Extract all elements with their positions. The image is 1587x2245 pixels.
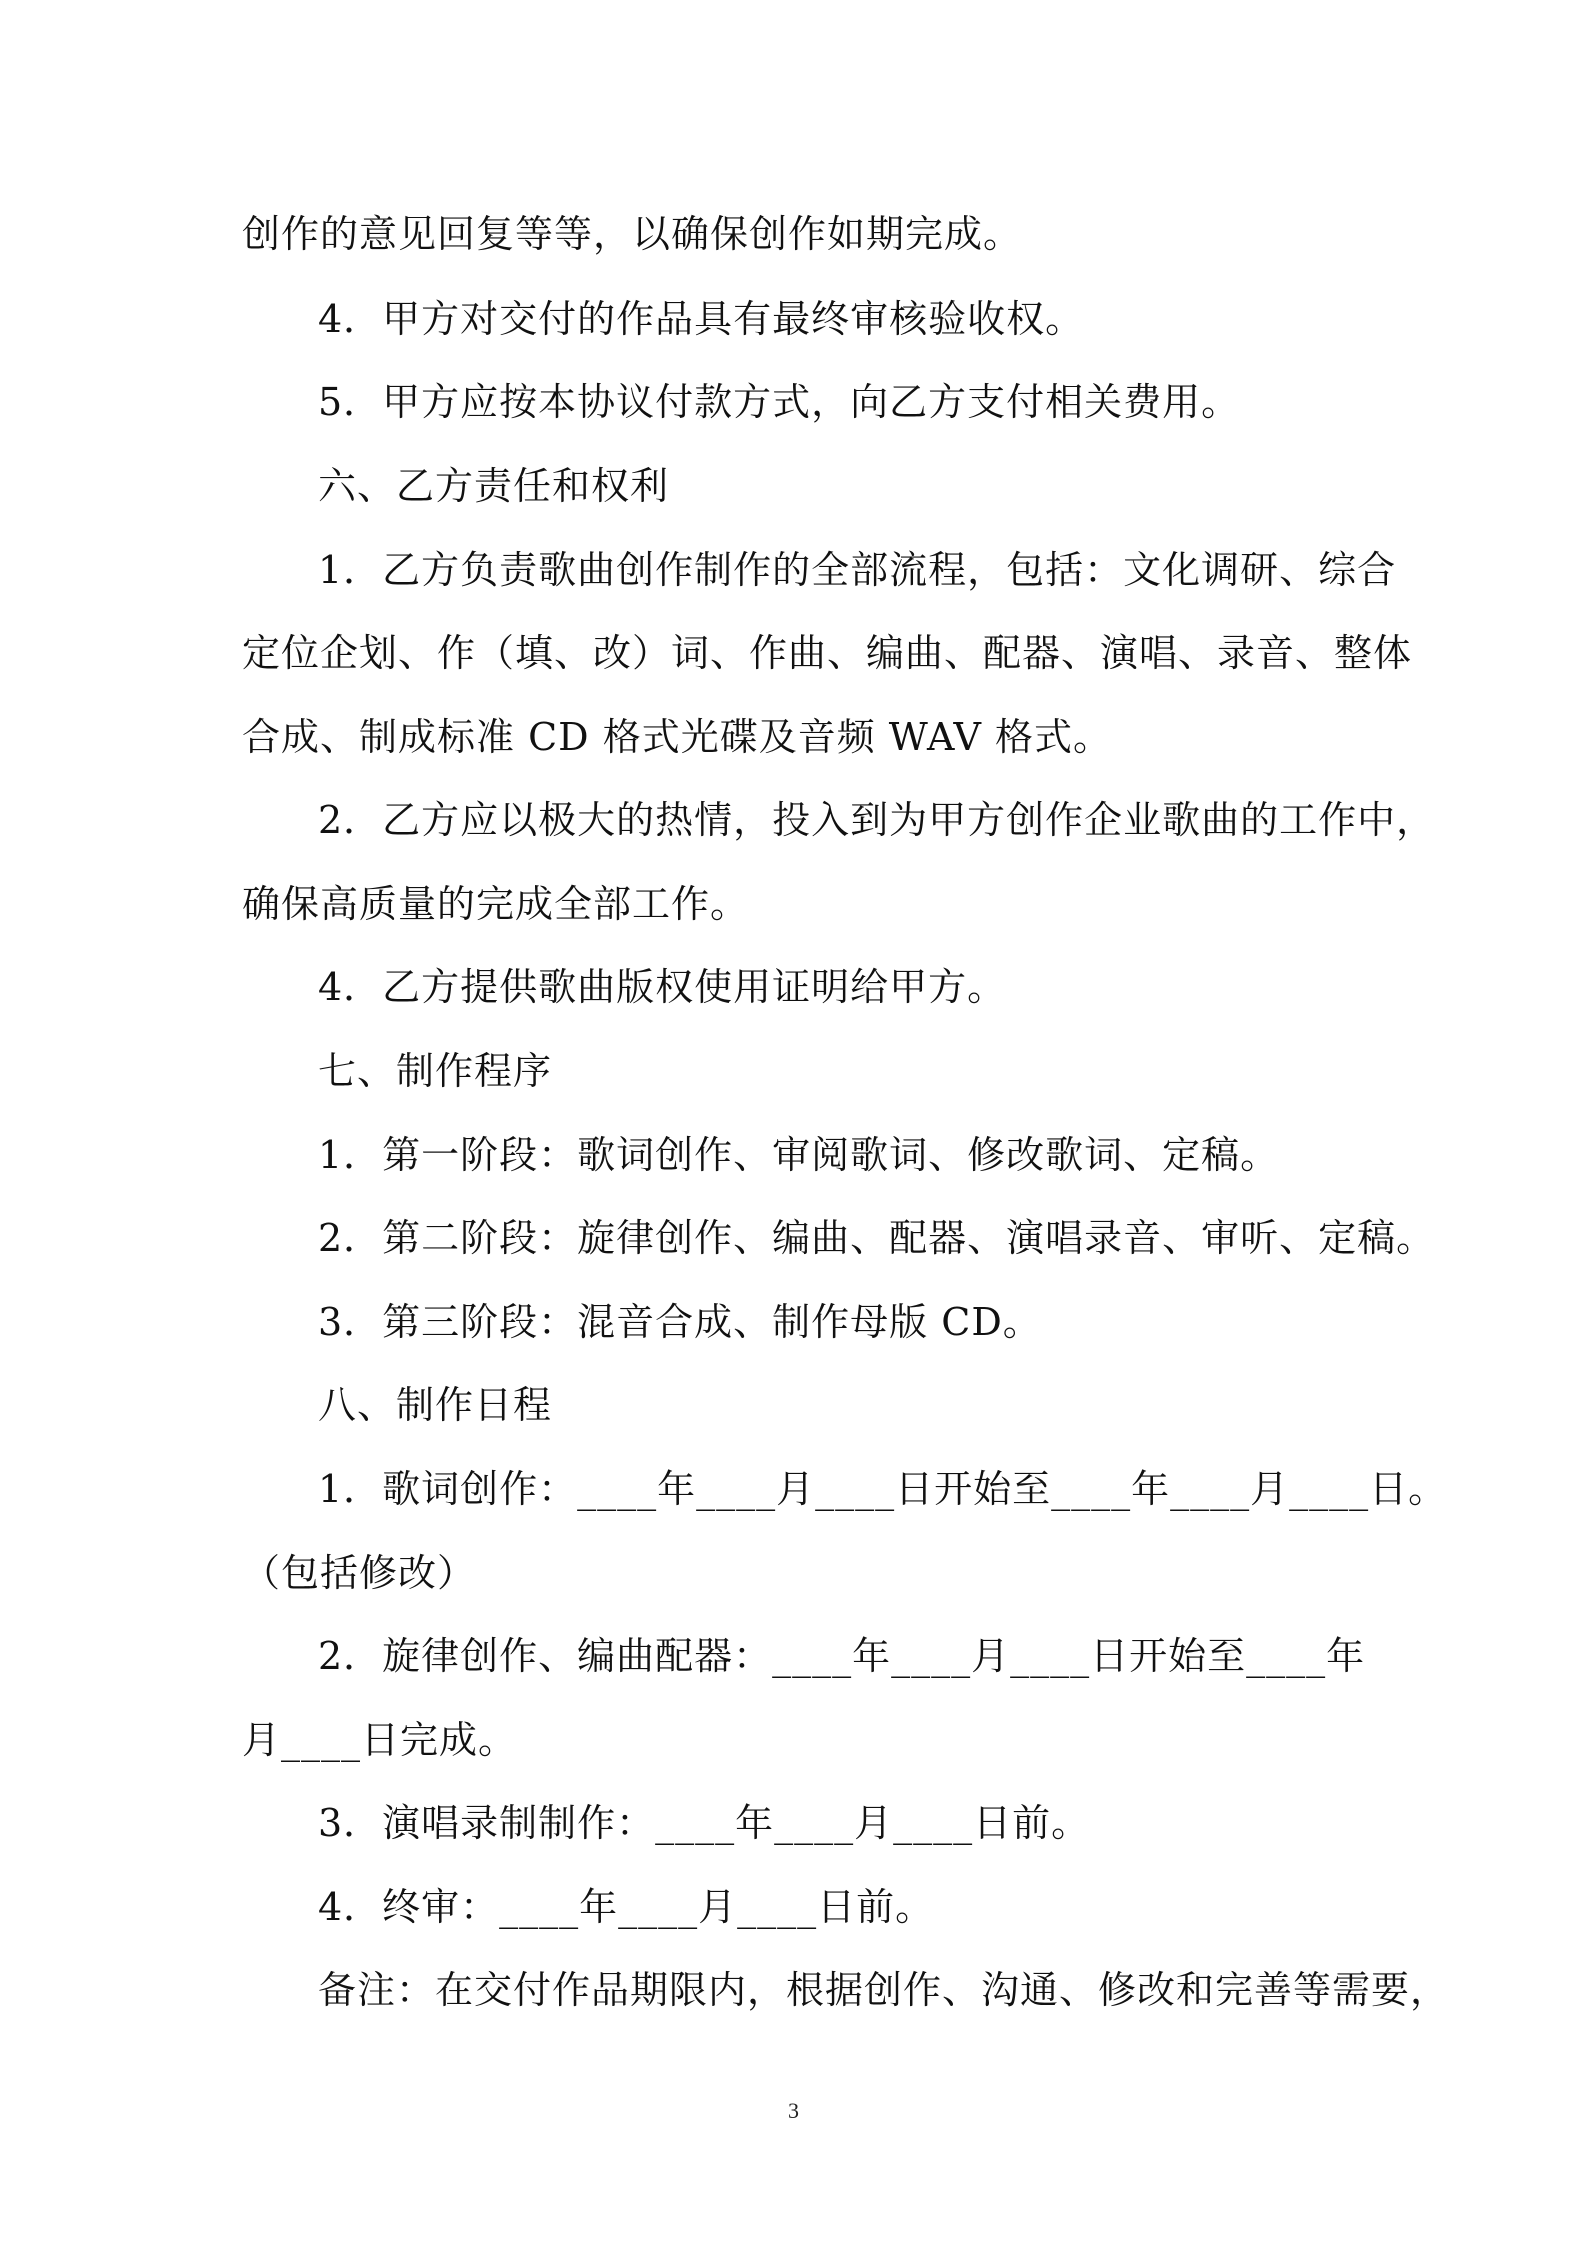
paragraph-line: 定位企划、作（填、改）词、作曲、编曲、配器、演唱、录音、整体 xyxy=(242,631,1413,675)
paragraph-line: 3．第三阶段：混音合成、制作母版 CD。 xyxy=(318,1300,1042,1344)
paragraph-line: 3．演唱录制制作：____年____月____日前。 xyxy=(318,1801,1091,1845)
section-heading: 六、乙方责任和权利 xyxy=(318,464,670,508)
paragraph-line: 1．第一阶段：歌词创作、审阅歌词、修改歌词、定稿。 xyxy=(318,1133,1280,1177)
paragraph-line: 4．乙方提供歌曲版权使用证明给甲方。 xyxy=(318,965,1007,1009)
section-heading: 八、制作日程 xyxy=(318,1383,553,1427)
paragraph-line: （包括修改） xyxy=(242,1551,477,1595)
paragraph-line: 1．歌词创作：____年____月____日开始至____年____月____日。 xyxy=(318,1467,1448,1511)
paragraph-line: 1．乙方负责歌曲创作制作的全部流程，包括：文化调研、综合 xyxy=(318,548,1397,592)
paragraph-line: 创作的意见回复等等，以确保创作如期完成。 xyxy=(242,212,1023,256)
paragraph-line: 确保高质量的完成全部工作。 xyxy=(242,882,750,926)
page-number: 3 xyxy=(788,2098,799,2123)
paragraph-line: 合成、制成标准 CD 格式光碟及音频 WAV 格式。 xyxy=(242,715,1113,759)
paragraph-line: 4．甲方对交付的作品具有最终审核验收权。 xyxy=(318,297,1085,341)
paragraph-line: 5．甲方应按本协议付款方式，向乙方支付相关费用。 xyxy=(318,380,1241,424)
paragraph-line: 2．乙方应以极大的热情，投入到为甲方创作企业歌曲的工作中， xyxy=(318,798,1436,842)
paragraph-line: 4．终审：____年____月____日前。 xyxy=(318,1885,935,1929)
paragraph-line: 2．第二阶段：旋律创作、编曲、配器、演唱录音、审听、定稿。 xyxy=(318,1216,1436,1260)
paragraph-line: 月____日完成。 xyxy=(242,1718,518,1762)
section-heading: 七、制作程序 xyxy=(318,1049,553,1093)
paragraph-line: 2．旋律创作、编曲配器：____年____月____日开始至____年 xyxy=(318,1634,1366,1678)
paragraph-line: 备注：在交付作品期限内，根据创作、沟通、修改和完善等需要， xyxy=(318,1968,1450,2012)
